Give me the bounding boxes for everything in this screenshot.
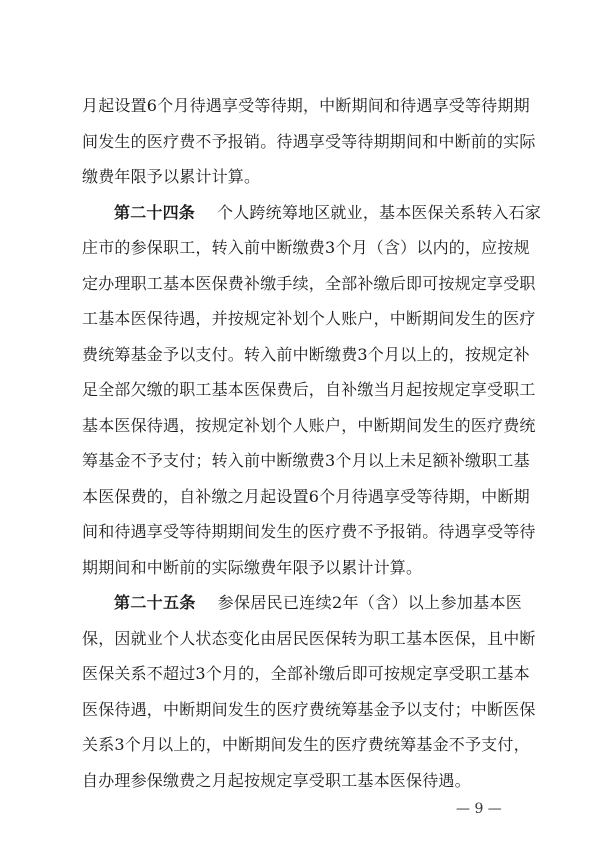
page-number: — 9 — xyxy=(456,801,502,817)
article-25-first-line xyxy=(114,593,522,613)
paragraph-line: 期期间和中断前的实际缴费年限予以累计计算。 xyxy=(82,558,423,577)
article-24-heading: 第二十四条 xyxy=(114,203,196,222)
paragraph-line: 保，因就业个人状态变化由居民医保转为职工基本医保，且中断 xyxy=(82,629,536,648)
paragraph-line: 月起设置6个月待遇享受等待期，中断期间和待遇享受等待期期 xyxy=(82,96,530,115)
paragraph-line: 基本医保待遇，按规定补划个人账户，中断期间发生的医疗费统 xyxy=(82,416,536,435)
paragraph-line: 筹基金不予支付；转入前中断缴费3个月以上未足额补缴职工基 xyxy=(82,451,530,470)
paragraph-line: 定办理职工基本医保费补缴手续，全部补缴后即可按规定享受职 xyxy=(82,274,536,293)
paragraph-line: 本医保费的，自补缴之月起设置6个月待遇享受等待期，中断期 xyxy=(82,487,530,506)
paragraph-line: 费统筹基金予以支付。转入前中断缴费3个月以上的，按规定补 xyxy=(82,345,530,364)
paragraph-line: 关系3个月以上的，中断期间发生的医疗费统筹基金不予支付， xyxy=(82,735,530,754)
paragraph-line: 间发生的医疗费不予报销。待遇享受等待期期间和中断前的实际 xyxy=(82,132,536,151)
paragraph-line: 缴费年限予以累计计算。 xyxy=(82,167,261,186)
paragraph-line: 足全部欠缴的职工基本医保费后，自补缴当月起按规定享受职工 xyxy=(82,380,536,399)
paragraph-line: 工基本医保待遇，并按规定补划个人账户，中断期间发生的医疗 xyxy=(82,309,536,328)
article-25-first-text: 参保居民已连续2年（含）以上参加基本医 xyxy=(217,593,522,612)
paragraph-line: 间和待遇享受等待期期间发生的医疗费不予报销。待遇享受等待 xyxy=(82,522,536,541)
paragraph-line: 医保待遇，中断期间发生的医疗费统筹基金予以支付；中断医保 xyxy=(82,700,536,719)
article-24-first-text: 个人跨统筹地区就业，基本医保关系转入石家 xyxy=(217,203,542,222)
article-24-first-line xyxy=(114,203,542,223)
paragraph-line: 庄市的参保职工，转入前中断缴费3个月（含）以内的，应按规 xyxy=(82,238,530,257)
paragraph-line: 医保关系不超过3个月的，全部补缴后即可按规定享受职工基本 xyxy=(82,664,530,683)
paragraph-line: 自办理参保缴费之月起按规定享受职工基本医保待遇。 xyxy=(82,771,471,790)
article-25-heading: 第二十五条 xyxy=(114,593,196,612)
